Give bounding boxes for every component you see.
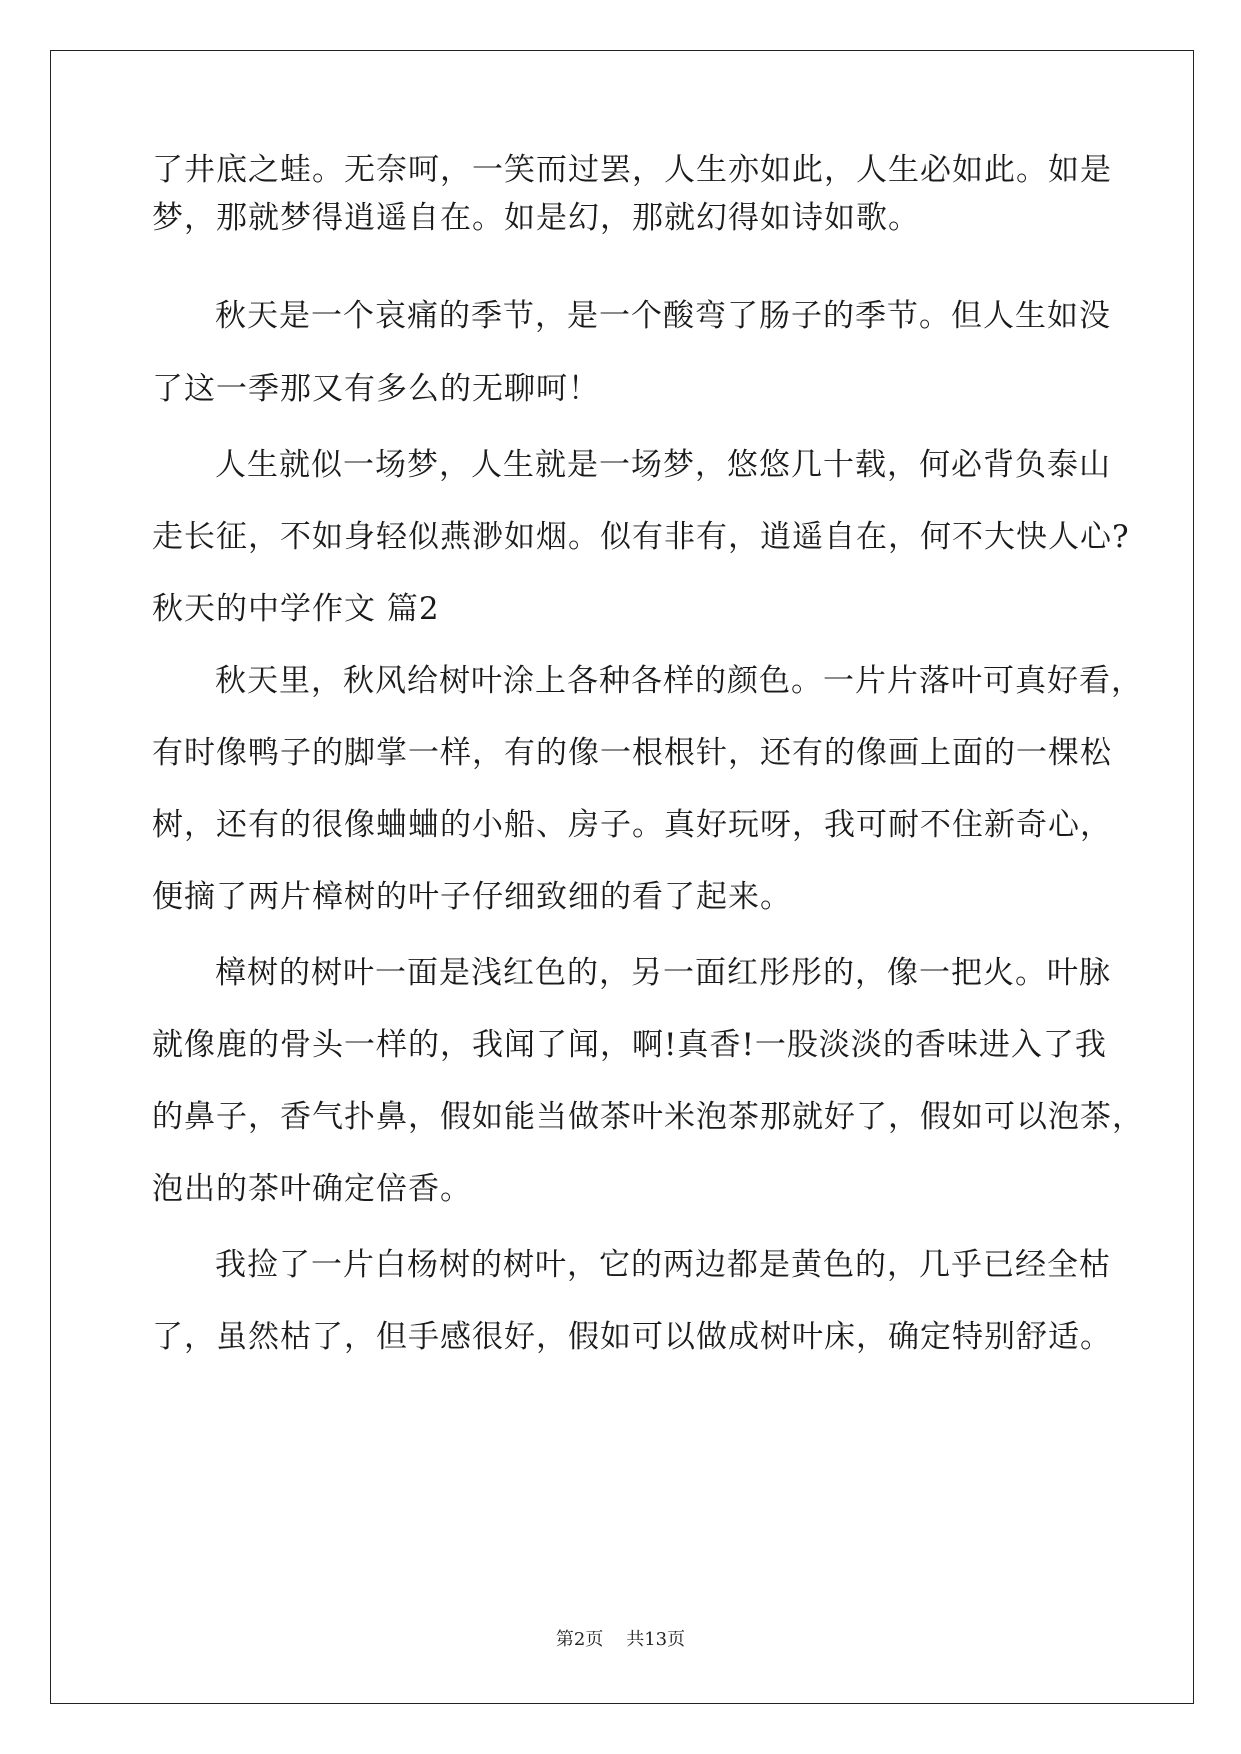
page-footer bbox=[0, 1628, 1241, 1652]
page-total: 共13页 bbox=[626, 1629, 686, 1650]
text-line: 树，还有的很像蛐蛐的小船、房子。真好玩呀，我可耐不住新奇心， bbox=[152, 807, 1112, 843]
paragraph-line: 樟树的树叶一面是浅红色的，另一面红彤彤的，像一把火。叶脉 bbox=[215, 955, 1111, 991]
paragraph-line: 秋天是一个哀痛的季节，是一个酸弯了肠子的季节。但人生如没 bbox=[215, 298, 1111, 334]
text-line: 梦，那就梦得逍遥自在。如是幻，那就幻得如诗如歌。 bbox=[152, 200, 920, 236]
text-line: 泡出的茶叶确定倍香。 bbox=[152, 1171, 472, 1207]
text-line: 了，虽然枯了，但手感很好，假如可以做成树叶床，确定特别舒适。 bbox=[152, 1319, 1112, 1355]
text-line: 了这一季那又有多么的无聊呵！ bbox=[152, 371, 600, 407]
paragraph-line: 我捡了一片白杨树的树叶，它的两边都是黄色的，几乎已经全枯 bbox=[215, 1247, 1111, 1283]
text-line: 了井底之蛙。无奈呵，一笑而过罢，人生亦如此，人生必如此。如是 bbox=[152, 152, 1112, 188]
section-heading: 秋天的中学作文 篇2 bbox=[152, 591, 440, 627]
page-number: 第2页 bbox=[555, 1629, 604, 1650]
paragraph-line: 秋天里，秋风给树叶涂上各种各样的颜色。一片片落叶可真好看， bbox=[215, 663, 1143, 699]
text-line: 便摘了两片樟树的叶子仔细致细的看了起来。 bbox=[152, 879, 792, 915]
paragraph-line: 人生就似一场梦，人生就是一场梦，悠悠几十载，何必背负泰山 bbox=[215, 447, 1111, 483]
text-line: 走长征，不如身轻似燕渺如烟。似有非有，逍遥自在，何不大快人心? bbox=[152, 519, 1130, 555]
text-line: 就像鹿的骨头一样的，我闻了闻，啊!真香!一股淡淡的香味进入了我 bbox=[152, 1027, 1107, 1063]
text-line: 的鼻子，香气扑鼻，假如能当做茶叶米泡茶那就好了，假如可以泡茶， bbox=[152, 1099, 1144, 1135]
text-line: 有时像鸭子的脚掌一样，有的像一根根针，还有的像画上面的一棵松 bbox=[152, 735, 1112, 771]
